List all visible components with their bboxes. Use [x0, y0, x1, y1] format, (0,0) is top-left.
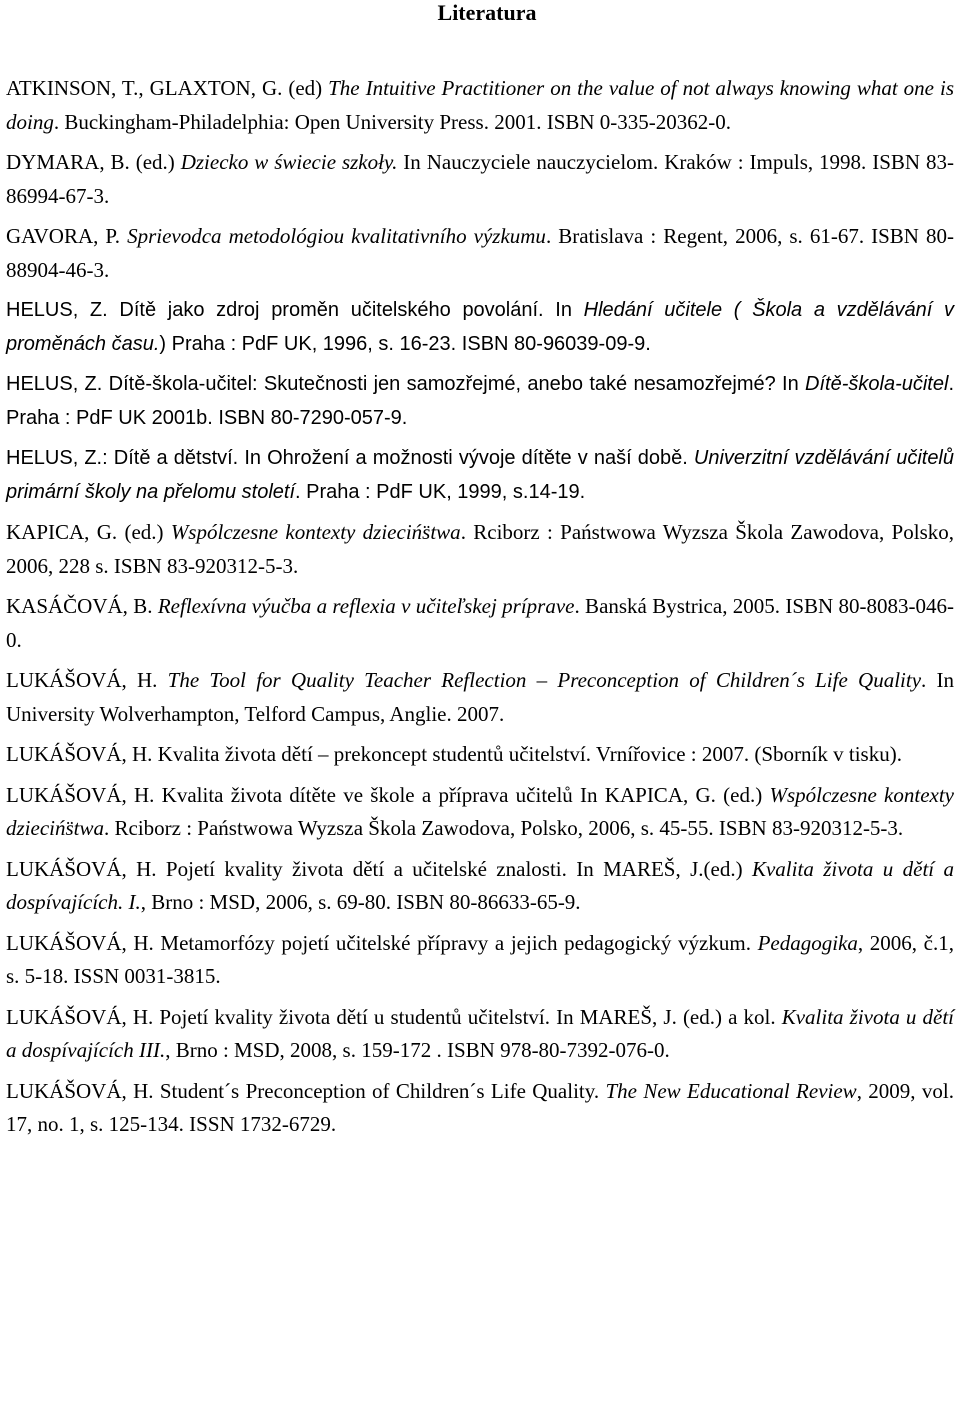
- reference-entry: [6, 779, 954, 846]
- reference-text: LUKÁŠOVÁ, H. Student´s Preconception of Children´s Life Quality.: [6, 1078, 606, 1103]
- reference-title: Dziecko w świecie szkoły.: [180, 150, 398, 174]
- reference-text: . Banská Bystrica, 2005. ISBN 80-8083-046-0.: [6, 594, 954, 652]
- reference-text: GAVORA, P.: [6, 224, 128, 248]
- reference-title: Hledání učitele ( Škola a vzdělávání v proměnách času.: [6, 299, 954, 355]
- document-page: [6, 0, 955, 1136]
- reference-text: LUKÁŠOVÁ, H. Kvalita života dítěte ve škole a příprava učitelů In KAPICA, G. (ed.): [6, 782, 770, 807]
- reference-text: LUKÁŠOVÁ, H. Pojetí kvality života dětí u studentů učitelství. In MAREŠ, J. (ed.) a kol.: [6, 1004, 782, 1029]
- reference-text: . Praha : PdF UK, 1999, s.14-19.: [295, 480, 586, 503]
- reference-entry: [6, 220, 954, 287]
- reference-text: KAPICA, G. (ed.): [6, 520, 171, 544]
- reference-title: Wspólczesne kontexty dziecińs̈twa: [170, 520, 461, 544]
- reference-text: . Rciborz : Państwowa Wyzsza Škola Zawodova, Polsko, 2006, 228 s. ISBN 83-920312-5-3.: [6, 520, 954, 578]
- reference-title: Univerzitní vzdělávání učitelů primární školy na přelomu století: [6, 447, 955, 503]
- reference-title: The Tool for Quality Teacher Reflection – Preconception of Children´s Life Quality: [167, 668, 922, 692]
- reference-title: Reflexívna výučba a reflexia v učiteľskej príprave: [157, 594, 575, 618]
- reference-text: HELUS, Z. Dítě-škola-učitel: Skutečnosti jen samozřejmé, anebo také nesamozřejmé? In: [6, 373, 806, 395]
- reference-entry: [6, 590, 954, 657]
- reference-text: . Praha : PdF UK 2001b. ISBN 80-7290-057-9.: [6, 373, 954, 429]
- reference-text: HELUS, Z. Dítě jako zdroj proměn učitelského povolání. In: [6, 299, 584, 321]
- reference-text: LUKÁŠOVÁ, H. Metamorfózy pojetí učitelské přípravy a jejich pedagogický výzkum.: [6, 930, 758, 955]
- reference-title: The New Educational Review: [605, 1078, 857, 1103]
- reference-text: In Nauczyciele nauczycielom. Kraków : Impuls, 1998. ISBN 83-86994-67-3.: [6, 150, 954, 208]
- reference-text: . In University Wolverhampton, Telford Campus, Anglie. 2007.: [6, 668, 954, 726]
- reference-entry: [6, 368, 954, 435]
- reference-entry: [6, 1075, 954, 1142]
- reference-entry: [6, 516, 954, 583]
- reference-text: LUKÁŠOVÁ, H. Kvalita života dětí – prekoncept studentů učitelství. Vrnířovice : 2007. (Sborník v tisku).: [6, 742, 902, 766]
- reference-title: Pedagogika: [757, 930, 858, 955]
- reference-text: , Brno : MSD, 2006, s. 69-80. ISBN 80-86633-65-9.: [140, 890, 581, 914]
- reference-entry: [6, 294, 954, 361]
- reference-text: . Bratislava : Regent, 2006, s. 61-67. ISBN 80-88904-46-3.: [6, 224, 954, 282]
- reference-text: LUKÁŠOVÁ, H.: [6, 668, 168, 692]
- reference-entry: [6, 146, 954, 213]
- reference-entry: [6, 738, 954, 772]
- page-title: Literatura: [437, 0, 537, 25]
- reference-text: ATKINSON, T., GLAXTON, G. (ed): [6, 76, 329, 100]
- reference-text: , Brno : MSD, 2008, s. 159-172 . ISBN 978-80-7392-076-0.: [165, 1038, 670, 1062]
- reference-text: , 2009, vol. 17, no. 1, s. 125-134. ISSN 1732-6729.: [6, 1078, 955, 1136]
- reference-title: Sprievodca metodológiou kvalitativního výzkumu: [127, 224, 546, 248]
- reference-entry: [6, 853, 954, 920]
- reference-title: Wspólczesne kontexty dziecińs̈twa: [6, 782, 954, 840]
- reference-text: LUKÁŠOVÁ, H. Pojetí kvality života dětí a učitelské znalosti. In MAREŠ, J.(ed.): [6, 856, 752, 881]
- reference-text: HELUS, Z.: Dítě a dětství. In Ohrožení a možnosti vývoje dítěte v naší době.: [6, 447, 694, 469]
- reference-entry: [6, 72, 954, 139]
- reference-text: . Buckingham-Philadelphia: Open University Press. 2001. ISBN 0-335-20362-0.: [53, 109, 732, 134]
- reference-title: The Intuitive Practitioner on the value of not always knowing what one is doing: [6, 76, 954, 134]
- reference-entry: [6, 1001, 954, 1068]
- reference-title: Kvalita života u dětí a dospívajících. I.: [6, 856, 954, 914]
- reference-entry: [6, 664, 954, 731]
- reference-text: KASÁČOVÁ, B.: [6, 594, 158, 618]
- reference-entry: [6, 442, 954, 509]
- reference-entry: [6, 927, 954, 994]
- reference-text: , 2006, č.1, s. 5-18. ISSN 0031-3815.: [6, 930, 954, 988]
- reference-title: Dítě-škola-učitel: [805, 373, 949, 395]
- reference-text: DYMARA, B. (ed.): [6, 150, 181, 174]
- reference-list: [6, 72, 954, 1149]
- reference-text: ) Praha : PdF UK, 1996, s. 16-23. ISBN 80-96039-09-9.: [159, 332, 651, 355]
- reference-title: Kvalita života u dětí a dospívajících III.: [6, 1004, 955, 1062]
- reference-text: . Rciborz : Państwowa Wyzsza Škola Zawodova, Polsko, 2006, s. 45-55. ISBN 83-920312-5-3.: [104, 816, 904, 840]
